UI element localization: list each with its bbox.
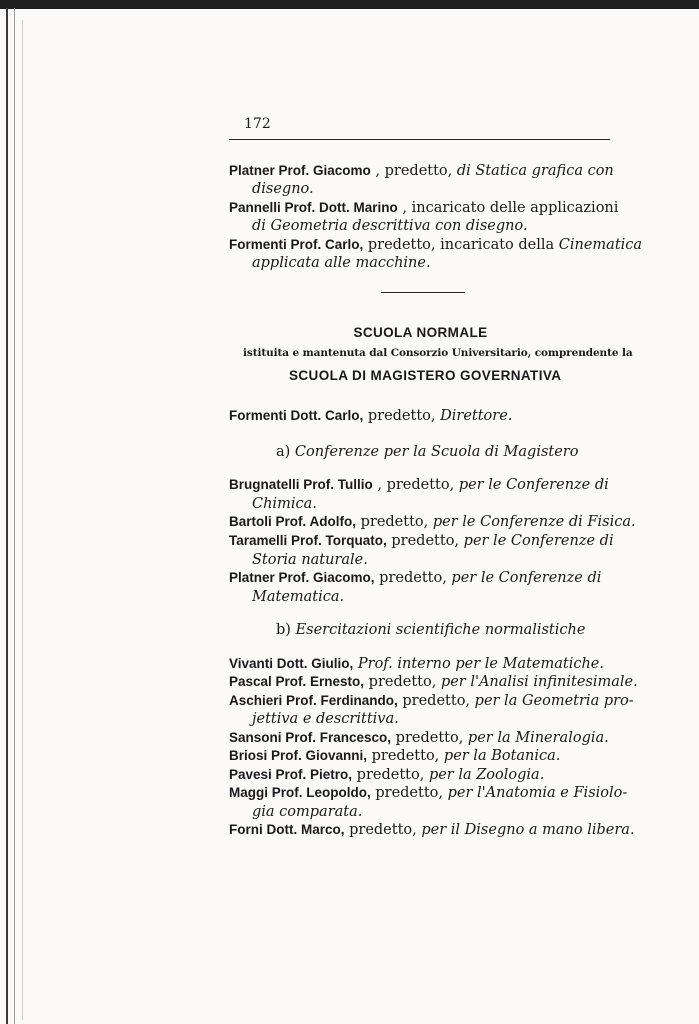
- entry-line: [229, 673, 638, 691]
- section-title: Conferenze per la Scuola di Magistero: [294, 444, 579, 460]
- role-text: predetto,: [381, 477, 459, 493]
- role-text: predetto,: [374, 570, 452, 586]
- section-b-heading: [276, 621, 585, 639]
- course-text: per le Conferenze di Fisica.: [432, 514, 636, 530]
- role-text: predetto,: [370, 785, 448, 801]
- director-title: Direttore.: [440, 408, 513, 424]
- role-text: predetto,: [344, 822, 422, 838]
- course-text: per l'Anatomia e Fisiolo-: [447, 785, 628, 801]
- entry-line: [229, 569, 601, 587]
- section-divider: [381, 292, 465, 293]
- person-name: Aschieri Prof. Ferdinando,: [229, 693, 398, 708]
- entry-line: [229, 747, 560, 765]
- entry-continuation: Chimica.: [252, 496, 317, 512]
- person-name: Maggi Prof. Leopoldo,: [229, 785, 371, 800]
- entry-continuation: jettiva e descrittiva.: [252, 711, 399, 727]
- entry-line: [229, 476, 609, 494]
- role-text: predetto,: [364, 674, 441, 690]
- entry-line: [229, 692, 634, 710]
- entry-continuation: Storia naturale.: [252, 552, 368, 568]
- role-text: predetto,: [363, 408, 441, 424]
- person-name: Sansoni Prof. Francesco,: [229, 730, 392, 745]
- role-text: predetto,: [367, 748, 444, 764]
- role-text: predetto,: [386, 533, 464, 549]
- entry-line: [229, 162, 613, 180]
- course-text: Cinematica: [558, 237, 643, 253]
- separator: ,: [370, 163, 381, 179]
- separator: ,: [372, 477, 382, 493]
- page-number: 172: [244, 116, 271, 132]
- school-subtitle: istituita e mantenuta dal Consorzio Universitario, comprendente la: [243, 347, 633, 359]
- scan-binding-shadow-light: [22, 20, 23, 1020]
- director-line: [229, 407, 512, 425]
- role-text: predetto,: [380, 163, 457, 179]
- course-text: per la Geometria pro-: [474, 693, 634, 709]
- section-a-heading: [276, 443, 578, 461]
- person-name: Pannelli Prof. Dott. Marino: [229, 200, 398, 215]
- course-text: per la Zoologia.: [428, 767, 545, 783]
- person-name: Formenti Prof. Carlo,: [229, 237, 364, 252]
- section-marker: a): [276, 444, 295, 460]
- school-title: SCUOLA NORMALE: [353, 325, 488, 340]
- entry-continuation: di Geometria descrittiva con disegno.: [252, 218, 528, 234]
- header-rule: [229, 139, 610, 140]
- entry-line: [229, 655, 604, 673]
- school-subtitle-2: SCUOLA DI MAGISTERO GOVERNATIVA: [289, 368, 562, 383]
- entry-line: [229, 236, 642, 254]
- role-text: predetto,: [391, 730, 468, 746]
- entry-line: [229, 784, 627, 802]
- entry-continuation: disegno.: [252, 181, 314, 197]
- scan-top-edge: [0, 0, 699, 9]
- person-name: Pascal Prof. Ernesto,: [229, 674, 365, 689]
- person-name: Platner Prof. Giacomo,: [229, 570, 375, 585]
- role-text: predetto,: [397, 693, 475, 709]
- entry-line: [229, 532, 614, 550]
- course-text: per le Conferenze di: [458, 477, 609, 493]
- person-name: Taramelli Prof. Torquato,: [229, 533, 387, 548]
- entry-line: [229, 199, 618, 217]
- entry-line: [229, 821, 635, 839]
- course-text: Prof. interno per le Matematiche.: [357, 656, 604, 672]
- person-name: Platner Prof. Giacomo: [229, 163, 371, 178]
- person-name: Brugnatelli Prof. Tullio: [229, 477, 373, 492]
- person-name: Bartoli Prof. Adolfo,: [229, 514, 356, 529]
- section-marker: b): [276, 622, 296, 638]
- role-text: predetto, incaricato della: [363, 237, 559, 253]
- entry-continuation: applicata alle macchine.: [252, 255, 431, 271]
- course-text: per le Conferenze di: [463, 533, 614, 549]
- separator: ,: [397, 200, 407, 216]
- person-name: Pavesi Prof. Pietro,: [229, 767, 353, 782]
- course-text: di Statica grafica con: [456, 163, 614, 179]
- entry-continuation: gia comparata.: [252, 804, 363, 820]
- role-text: incaricato delle applicazioni: [406, 200, 619, 216]
- person-name: Forni Dott. Marco,: [229, 822, 345, 837]
- course-text: per l'Analisi infinitesimale.: [440, 674, 638, 690]
- role-text: predetto,: [356, 514, 433, 530]
- entry-line: [229, 513, 636, 531]
- entry-continuation: Matematica.: [252, 589, 345, 605]
- person-name: Briosi Prof. Giovanni,: [229, 748, 368, 763]
- course-text: per le Conferenze di: [451, 570, 602, 586]
- scan-binding-shadow: [14, 8, 15, 1024]
- course-text: per la Botanica.: [443, 748, 561, 764]
- person-name: Formenti Dott. Carlo,: [229, 408, 364, 423]
- course-text: per il Disegno a mano libera.: [421, 822, 635, 838]
- section-title: Esercitazioni scientifiche normalistiche: [295, 622, 586, 638]
- scan-binding-edge: [6, 8, 8, 1024]
- role-text: predetto,: [352, 767, 429, 783]
- course-text: per la Mineralogia.: [467, 730, 609, 746]
- entry-line: [229, 729, 609, 747]
- entry-line: [229, 766, 544, 784]
- person-name: Vivanti Dott. Giulio,: [229, 656, 354, 671]
